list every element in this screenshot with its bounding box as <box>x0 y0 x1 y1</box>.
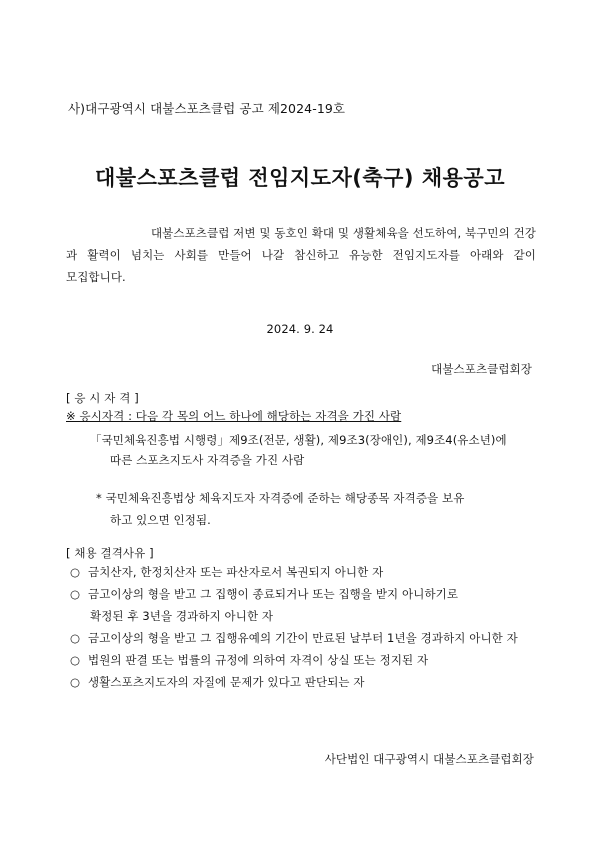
requirement-line-1: 「국민체육진흥법 시행령」제9조(전문, 생활), 제9조3(장애인), 제9조4(유소년)에 <box>90 433 507 447</box>
qualification-note: ※ 응시자격 : 다음 각 목의 어느 하나에 해당하는 자격을 가진 사람 <box>66 409 402 423</box>
disqualification-section-header: [ 채용 결격사유 ] <box>66 546 154 560</box>
disqualification-item-continuation: 확정된 후 3년을 경과하지 아니한 자 <box>90 609 274 623</box>
circle-bullet-icon: ○ <box>70 653 81 667</box>
intro-line-3: 모집합니다. <box>66 270 126 284</box>
extra-note-line-2: 하고 있으면 인정됨. <box>110 513 211 527</box>
intro-line-2: 과 활력이 넘치는 사회를 만들어 나갈 참신하고 유능한 전임지도자를 아래와 같이 <box>66 248 536 262</box>
disqualification-item <box>70 564 383 580</box>
disqualification-text: 생활스포츠지도자의 자질에 문제가 있다고 판단되는 자 <box>88 675 365 689</box>
circle-bullet-icon: ○ <box>70 565 81 579</box>
extra-note-line-1: * 국민체육진흥법상 체육지도자 자격증에 준하는 해당종목 자격증을 보유 <box>96 491 465 505</box>
circle-bullet-icon: ○ <box>70 587 81 601</box>
disqualification-item <box>70 652 428 668</box>
disqualification-text: 금치산자, 한정치산자 또는 파산자로서 복권되지 아니한 자 <box>88 565 384 579</box>
intro-line-1: 대불스포츠클럽 저변 및 동호인 확대 및 생활체육을 선도하여, 북구민의 건강 <box>150 226 536 240</box>
document-title: 대불스포츠클럽 전임지도자(축구) 채용공고 <box>95 166 505 190</box>
disqualification-item <box>70 586 458 602</box>
circle-bullet-icon: ○ <box>70 675 81 689</box>
disqualification-item <box>70 674 365 690</box>
issuer-signature-top: 대불스포츠클럽회장 <box>431 362 532 376</box>
qualification-section-header: [ 응 시 자 격 ] <box>66 391 139 405</box>
disqualification-item <box>70 630 518 646</box>
disqualification-text: 법원의 판결 또는 법률의 규정에 의하여 자격이 상실 또는 정지된 자 <box>88 653 429 667</box>
document-number: 사)대구광역시 대불스포츠클럽 공고 제2024-19호 <box>68 101 346 116</box>
announcement-date: 2024. 9. 24 <box>266 322 334 336</box>
disqualification-text: 금고이상의 형을 받고 그 집행유예의 기간이 만료된 날부터 1년을 경과하지 아니한 자 <box>88 631 518 645</box>
issuer-signature-bottom: 사단법인 대구광역시 대불스포츠클럽회장 <box>324 752 534 766</box>
requirement-line-2: 따른 스포츠지도사 자격증을 가진 사람 <box>110 453 305 467</box>
disqualification-text: 금고이상의 형을 받고 그 집행이 종료되거나 또는 집행을 받지 아니하기로 <box>88 587 459 601</box>
circle-bullet-icon: ○ <box>70 631 81 645</box>
